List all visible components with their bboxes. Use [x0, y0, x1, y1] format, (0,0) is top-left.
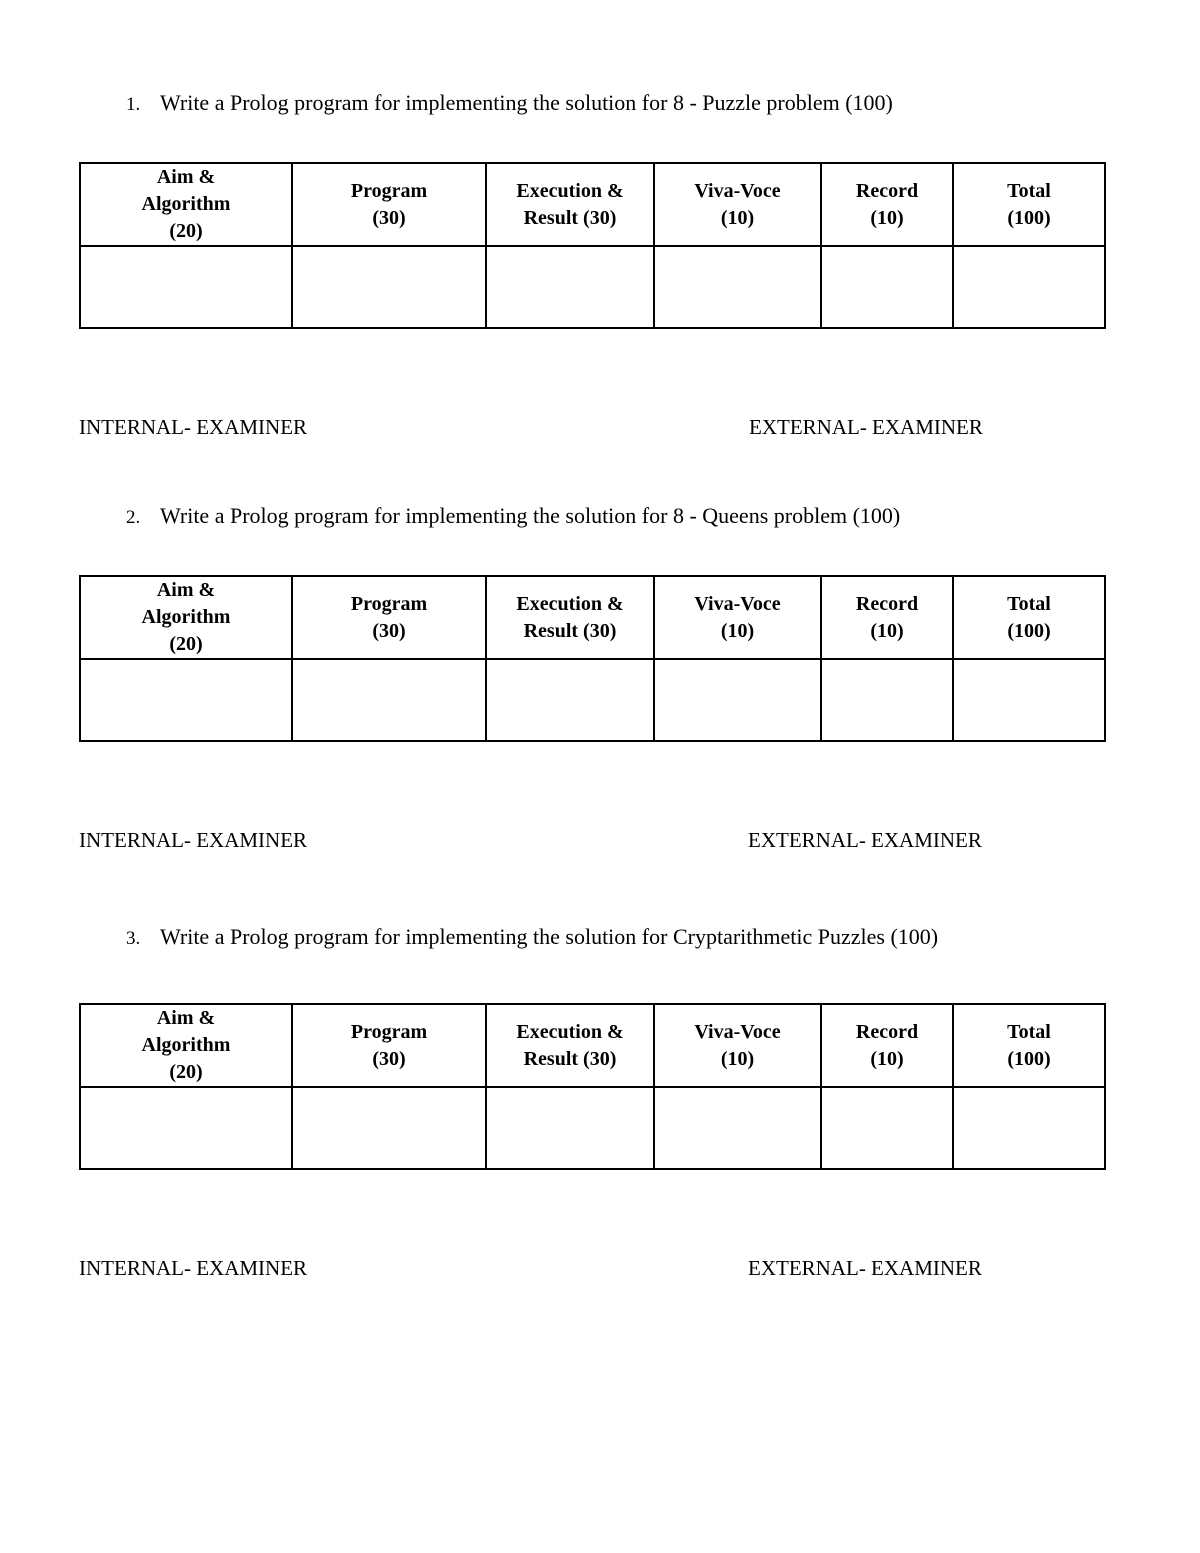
cell-aim-algorithm[interactable]	[80, 1087, 292, 1169]
cell-aim-algorithm[interactable]	[80, 659, 292, 741]
header-aim-algorithm: Aim & Algorithm (20)	[80, 1004, 292, 1087]
question-text	[126, 503, 900, 529]
header-record: Record (10)	[821, 1004, 953, 1087]
header-program: Program (30)	[292, 163, 486, 246]
cell-viva-voce[interactable]	[654, 659, 821, 741]
header-execution-result: Execution & Result (30)	[486, 576, 654, 659]
marks-entry-row	[80, 659, 1105, 741]
cell-aim-algorithm[interactable]	[80, 246, 292, 328]
cell-viva-voce[interactable]	[654, 1087, 821, 1169]
cell-total[interactable]	[953, 1087, 1105, 1169]
question-label: Write a Prolog program for implementing the solution for 8 - Queens problem (100)	[160, 503, 901, 528]
marks-table	[79, 575, 1106, 742]
question-number: 3.	[126, 928, 141, 949]
cell-record[interactable]	[821, 659, 953, 741]
cell-execution-result[interactable]	[486, 1087, 654, 1169]
table-header-row	[80, 1004, 1105, 1087]
header-viva-voce: Viva-Voce (10)	[654, 1004, 821, 1087]
external-examiner-label: EXTERNAL- EXAMINER	[748, 1256, 982, 1280]
external-examiner-label: EXTERNAL- EXAMINER	[749, 415, 983, 439]
table-header-row	[80, 576, 1105, 659]
marks-table	[79, 162, 1106, 329]
question-text	[126, 90, 893, 116]
external-examiner-label: EXTERNAL- EXAMINER	[748, 828, 982, 852]
cell-viva-voce[interactable]	[654, 246, 821, 328]
cell-execution-result[interactable]	[486, 246, 654, 328]
cell-total[interactable]	[953, 659, 1105, 741]
cell-program[interactable]	[292, 1087, 486, 1169]
question-text	[126, 924, 938, 950]
internal-examiner-label: INTERNAL- EXAMINER	[79, 1256, 308, 1280]
header-aim-algorithm: Aim & Algorithm (20)	[80, 163, 292, 246]
header-total: Total (100)	[953, 163, 1105, 246]
cell-program[interactable]	[292, 659, 486, 741]
cell-total[interactable]	[953, 246, 1105, 328]
header-program: Program (30)	[292, 576, 486, 659]
cell-execution-result[interactable]	[486, 659, 654, 741]
header-viva-voce: Viva-Voce (10)	[654, 576, 821, 659]
question-label: Write a Prolog program for implementing the solution for 8 - Puzzle problem (100)	[160, 90, 893, 115]
header-execution-result: Execution & Result (30)	[486, 163, 654, 246]
header-total: Total (100)	[953, 1004, 1105, 1087]
cell-record[interactable]	[821, 246, 953, 328]
cell-record[interactable]	[821, 1087, 953, 1169]
question-number: 2.	[126, 507, 141, 528]
header-total: Total (100)	[953, 576, 1105, 659]
question-number: 1.	[126, 94, 141, 115]
internal-examiner-label: INTERNAL- EXAMINER	[79, 828, 308, 852]
marks-entry-row	[80, 246, 1105, 328]
table-header-row	[80, 163, 1105, 246]
header-program: Program (30)	[292, 1004, 486, 1087]
cell-program[interactable]	[292, 246, 486, 328]
header-viva-voce: Viva-Voce (10)	[654, 163, 821, 246]
header-execution-result: Execution & Result (30)	[486, 1004, 654, 1087]
marks-table	[79, 1003, 1106, 1170]
internal-examiner-label: INTERNAL- EXAMINER	[79, 415, 308, 439]
header-aim-algorithm: Aim & Algorithm (20)	[80, 576, 292, 659]
question-label: Write a Prolog program for implementing the solution for Cryptarithmetic Puzzles (100)	[160, 924, 939, 949]
marks-entry-row	[80, 1087, 1105, 1169]
header-record: Record (10)	[821, 576, 953, 659]
header-record: Record (10)	[821, 163, 953, 246]
